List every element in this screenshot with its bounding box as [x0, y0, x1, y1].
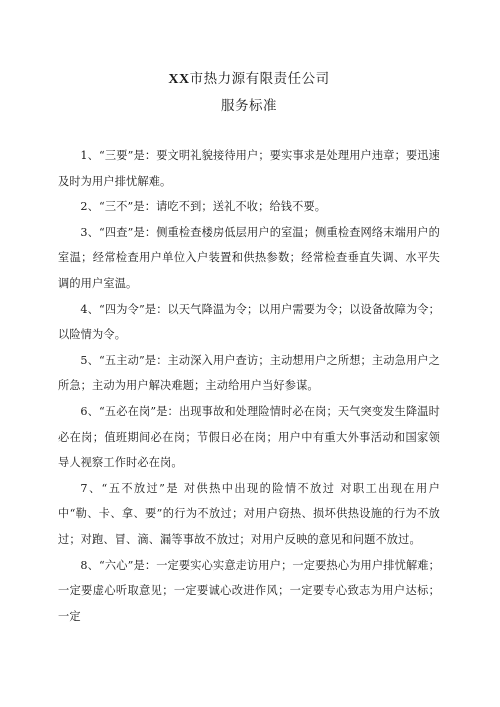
document-title — [58, 70, 440, 89]
title-rest: 市热力源有限责任公司 — [189, 71, 330, 87]
paragraph-6: 6、“五必在岗”是：出现事故和处理险情时必在岗；天气突变发生降温时必在岗；值班期间必在岗；节假日必在岗；用户中有重大外事活动和国家领导人视察工作时必在岗。 — [58, 404, 440, 470]
paragraph-5: 5、“五主动”是：主动深入用户查访；主动想用户之所想；主动急用户之所急；主动为用户解决难题；主动给用户当好参谋。 — [58, 353, 440, 393]
paragraph-4: 4、“四为令”是：以天气降温为令；以用户需要为令；以设备故障为令；以险情为令。 — [58, 302, 440, 342]
paragraph-7: 7、“五不放过”是 对供热中出现的险情不放过 对职工出现在用户中“勒、卡、拿、要”的行为不放过；对用户窃热、损坏供热设施的行为不放过；对跑、冒、滴、漏等事故不放过；对用户反映的意见和问题不放过。 — [58, 481, 440, 546]
paragraph-1: 1、“三要”是：要文明礼貌接待用户；要实事求是处理用户违章；要迅速及时为用户排忧解难。 — [58, 149, 440, 188]
title-prefix: XX — [168, 72, 190, 87]
paragraph-2: 2、“三不”是：请吃不到；送礼不收；给钱不要。 — [80, 200, 327, 214]
document-body — [58, 143, 440, 629]
paragraph-3: 3、“四查”是：侧重检查楼房低层用户的室温；侧重检查网络末端用户的室温；经常检查用户单位入户装置和供热参数；经常检查垂直失调、水平失调的用户室温。 — [58, 225, 440, 290]
paragraph-8: 8、“六心”是：一定要实心实意走访用户；一定要热心为用户排忧解难；一定要虚心听取意见；一定要诚心改进作风；一定要专心致志为用户达标；一定 — [58, 558, 440, 623]
document-subtitle: 服务标准 — [221, 98, 277, 114]
